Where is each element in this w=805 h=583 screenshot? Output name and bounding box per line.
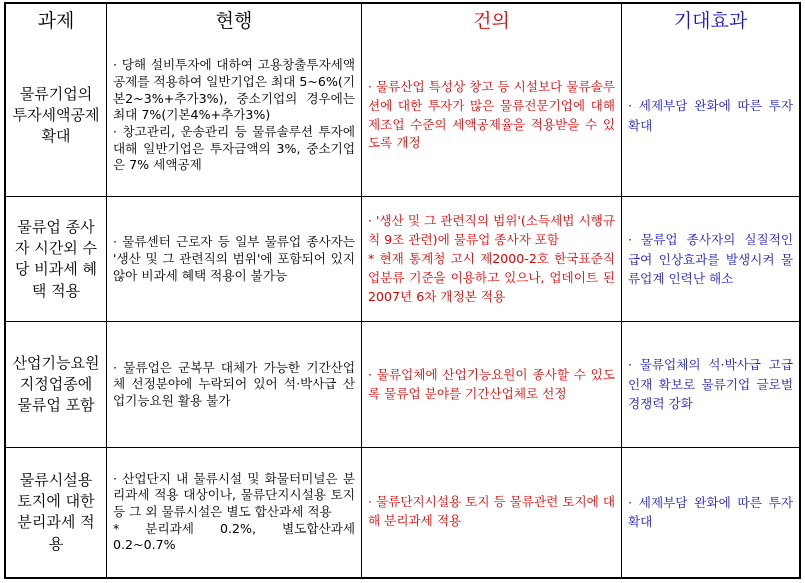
status-text: · 산업단지 내 물류시설 및 화물터미널은 분리과세 적용 대상이나, 물류단지시설용 토지 등 그 외 물류시설은 별도 합산과세 적용 [113, 470, 355, 520]
task-cell: 산업기능요원 지정업종에 물류업 포함 [6, 322, 107, 447]
status-cell [107, 322, 362, 447]
header-proposal: 건의 [362, 4, 622, 35]
effect-text: · 물류업체의 석·박사급 고급인재 확보로 물류기업 글로벌 경쟁력 강화 [628, 357, 793, 412]
task-cell: 물류시설용 토지에 대한 분리과세 적용 [6, 448, 107, 577]
task-cell: 물류업 종사자 시간외 수당 비과세 혜택 적용 [6, 197, 107, 322]
proposal-text: · 물류업체에 산업기능요원이 종사할 수 있도록 물류업 분야를 기간산업체로 선정 [368, 366, 615, 401]
status-text: · 물류업은 군복무 대체가 가능한 기간산업체 선정분야에 누락되어 있어 석·박사급 산업기능요원 활용 불가 [113, 359, 355, 408]
proposal-cell [362, 448, 622, 577]
status-text: · 당해 설비투자에 대하여 고용창출투자세액공제를 적용하여 일반기업은 최대 5~6%(기본2~3%+추가3%), 중소기업의 경우에는 최대 7%(기본4%+추가3%) [113, 57, 355, 123]
effect-text: · 세제부담 완화에 따른 투자 확대 [628, 98, 793, 133]
proposal-text: · 물류산업 특성상 창고 등 시설보다 물류솔루션에 대한 투자가 많은 물류전문기업에 대해 제조업 수준의 세액공제율을 적용받을 수 있도록 개정 [368, 78, 616, 151]
status-text: · 물류센터 근로자 등 일부 물류업 종사자는 '생산 및 그 관련직의 범위'에 포함되어 있지 않아 비과세 혜택 적용이 불가능 [113, 234, 355, 283]
effect-text: · 물류업 종사자의 실질적인 급여 인상효과를 발생시켜 물류업계 인력난 해소 [628, 232, 793, 287]
header-effect: 기대효과 [622, 4, 799, 35]
proposal-cell [362, 197, 622, 322]
header-status: 현행 [107, 4, 362, 35]
proposal-note: * 현재 통계청 고시 제2000-2호 한국표준직업분류 기준을 이용하고 있으나, 업데이트 된 2007년 6차 개정본 적용 [368, 250, 615, 304]
effect-cell [622, 322, 799, 447]
effect-text: · 세제부담 완화에 따른 투자 확대 [628, 494, 793, 530]
table-row [6, 197, 799, 322]
proposal-cell [362, 35, 622, 197]
header-row [6, 4, 799, 35]
effect-cell [622, 197, 799, 322]
effect-cell [622, 448, 799, 577]
proposal-text: · 물류단지시설용 토지 등 물류관련 토지에 대해 분리과세 적용 [368, 494, 616, 529]
table-row [6, 35, 799, 197]
status-cell [107, 448, 362, 577]
task-cell: 물류기업의 투자세액공제 확대 [6, 35, 107, 197]
table-row [6, 322, 799, 447]
policy-table [4, 2, 801, 579]
status-cell [107, 197, 362, 322]
status-text: · 창고관리, 운송관리 등 물류솔루션 투자에 대해 일반기업은 투자금액의 3%, 중소기업은 7% 세액공제 [113, 123, 355, 173]
table-row [6, 448, 799, 577]
header-task: 과제 [6, 4, 107, 35]
proposal-cell [362, 322, 622, 447]
effect-cell [622, 35, 799, 197]
status-cell [107, 35, 362, 197]
status-note: * 분리과세 0.2%, 별도합산과세 0.2~0.7% [113, 520, 355, 553]
proposal-text: · '생산 및 그 관련직의 범위'(소득세법 시행규칙 9조 관련)에 물류업 종사자 포함 [368, 213, 615, 247]
